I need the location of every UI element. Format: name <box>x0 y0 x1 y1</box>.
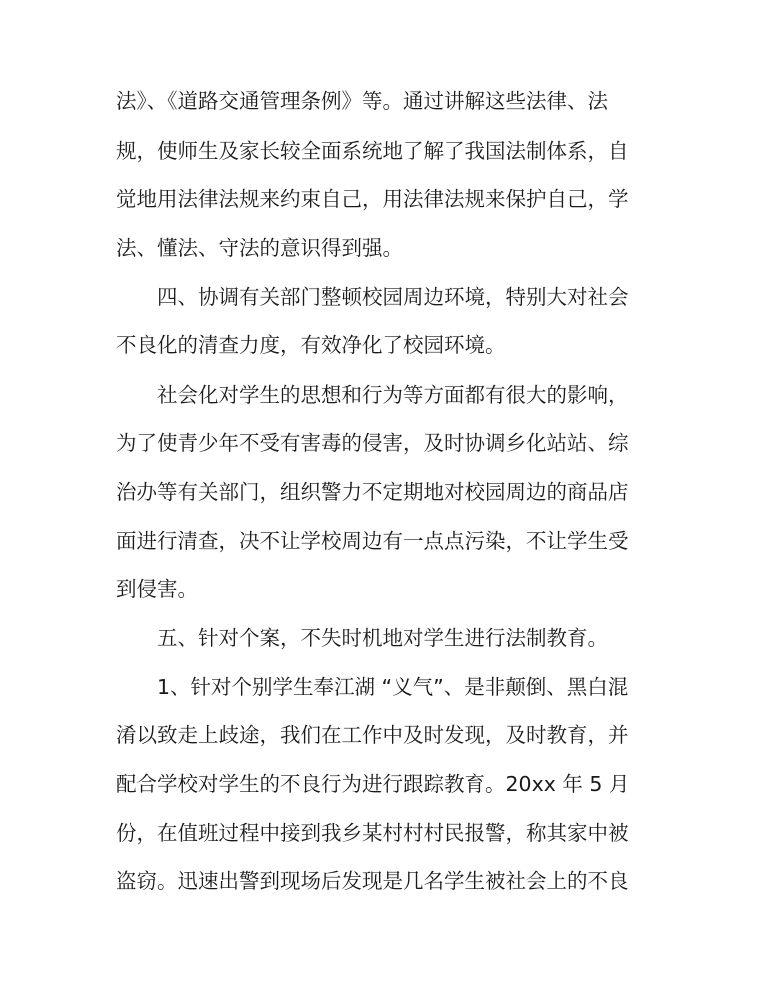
text-line: 到侵害。 <box>116 577 198 601</box>
text-line: 规，使师生及家长较全面系统地了解了我国法制体系，自 <box>116 139 629 163</box>
paragraph-start: 社会化对学生的思想和行为等方面都有很大的影响， <box>157 383 629 407</box>
text-line: 为了使青少年不受有害毒的侵害，及时协调乡化站站、综 <box>116 431 629 455</box>
text-line: 份，在值班过程中接到我乡某村村村民报警，称其家中被 <box>116 821 629 845</box>
text-line: 治办等有关部门，组织警力不定期地对校园周边的商品店 <box>116 480 629 504</box>
text-line: 法、懂法、守法的意识得到强。 <box>116 236 403 260</box>
text-line: 法》、《道路交通管理条例》等。通过讲解这些法律、法 <box>116 89 608 113</box>
text-line: 不良化的清查力度，有效净化了校园环境。 <box>116 333 506 357</box>
text-line: 配合学校对学生的不良行为进行跟踪教育。20xx 年 5 月 <box>116 772 630 796</box>
text-line: 觉地用法律法规来约束自己，用法律法规来保护自己，学 <box>116 187 629 211</box>
paragraph-heading: 五、针对个案，不失时机地对学生进行法制教育。 <box>157 626 608 650</box>
text-line: 淆以致走上歧途，我们在工作中及时发现，及时教育，并 <box>116 723 629 747</box>
text-line: 盗窃。迅速出警到现场后发现是几名学生被社会上的不良 <box>116 869 629 893</box>
paragraph-start: 1、针对个别学生奉江湖 “义气”、是非颠倒、黑白混 <box>157 675 629 699</box>
text-line: 面进行清查，决不让学校周边有一点点污染，不让学生受 <box>116 529 629 553</box>
paragraph-heading: 四、协调有关部门整顿校园周边环境，特别大对社会 <box>157 285 629 309</box>
